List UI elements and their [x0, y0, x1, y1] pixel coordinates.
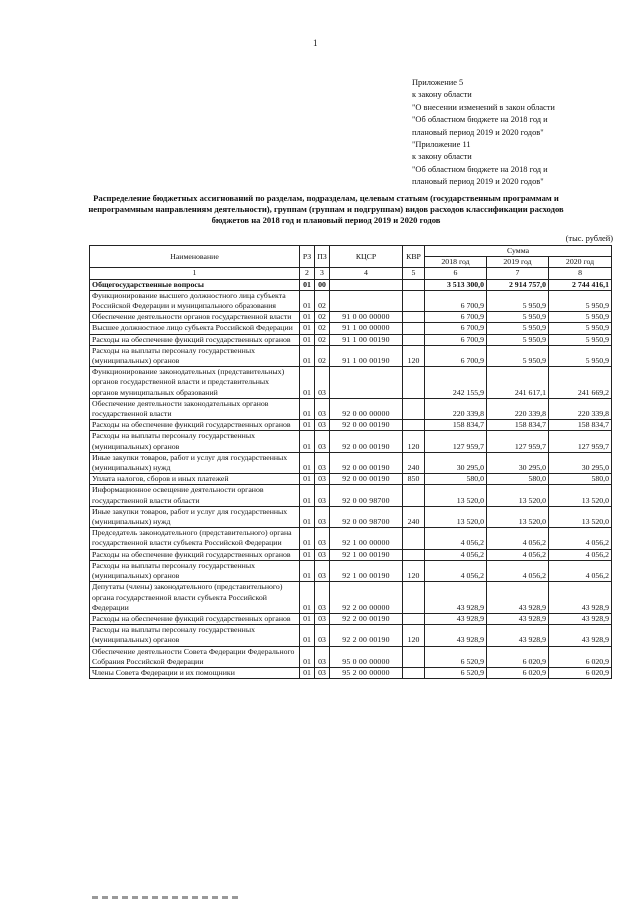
row-pz: 02: [315, 323, 330, 334]
row-kcsr: 95 2 00 00000: [330, 667, 403, 678]
row-kvr: 120: [403, 431, 425, 452]
row-2018: 6 700,9: [425, 334, 487, 345]
row-name: Расходы на выплаты персоналу государственных (муниципальных) органов: [90, 560, 300, 581]
row-2020: 13 520,0: [549, 485, 612, 506]
row-kvr: 850: [403, 474, 425, 485]
row-kcsr: 92 1 00 00190: [330, 549, 403, 560]
annex-line: Приложение 5: [412, 78, 464, 87]
row-name: Расходы на выплаты персоналу государственных (муниципальных) органов: [90, 431, 300, 452]
column-index: 2: [300, 268, 315, 279]
table-row: [90, 667, 612, 678]
row-2019: 4 056,2: [487, 560, 549, 581]
row-kvr: [403, 582, 425, 614]
header-kcsr: КЦСР: [330, 246, 403, 268]
row-pz: 03: [315, 506, 330, 527]
row-2018: 6 700,9: [425, 345, 487, 366]
row-name: Расходы на выплаты персоналу государственных (муниципальных) органов: [90, 625, 300, 646]
header-2019: 2019 год: [487, 257, 549, 268]
row-pz: 02: [315, 290, 330, 311]
annex-line: "О внесении изменений в закон области: [412, 102, 555, 112]
row-2018: 4 056,2: [425, 560, 487, 581]
row-2020: 43 928,9: [549, 613, 612, 624]
column-index-row: [90, 268, 612, 279]
table-row: [90, 613, 612, 624]
row-name: Расходы на обеспечение функций государственных органов: [90, 334, 300, 345]
annex-line: "Приложение 11: [412, 140, 471, 150]
row-pz: 03: [315, 667, 330, 678]
row-2020: 158 834,7: [549, 420, 612, 431]
row-name: Расходы на обеспечение функций государственных органов: [90, 613, 300, 624]
row-rz: 01: [300, 582, 315, 614]
row-rz: 01: [300, 345, 315, 366]
row-2019: 158 834,7: [487, 420, 549, 431]
row-kvr: [403, 367, 425, 399]
row-2019: 4 056,2: [487, 528, 549, 549]
row-kcsr: 92 2 00 00000: [330, 582, 403, 614]
row-2018: 220 339,8: [425, 398, 487, 419]
row-name: Расходы на обеспечение функций государственных органов: [90, 420, 300, 431]
row-kcsr: 92 0 00 00190: [330, 431, 403, 452]
row-2018: 6 700,9: [425, 312, 487, 323]
table-row: [90, 625, 612, 646]
row-2018: 13 520,0: [425, 506, 487, 527]
row-kvr: 120: [403, 625, 425, 646]
row-name: Председатель законодательного (представительного) органа государственной власти субъекта Российской Федерации: [90, 528, 300, 549]
row-pz: 03: [315, 625, 330, 646]
row-kcsr: 92 0 00 00190: [330, 452, 403, 473]
row-2019: 2 914 757,0: [487, 279, 549, 290]
row-pz: 03: [315, 549, 330, 560]
column-index: 7: [487, 268, 549, 279]
row-2019: 127 959,7: [487, 431, 549, 452]
header-name: Наименование: [90, 246, 300, 268]
row-kcsr: 91 1 00 00190: [330, 334, 403, 345]
row-kvr: [403, 667, 425, 678]
row-name: Функционирование высшего должностного лица субъекта Российской Федерации и муниципального образования: [90, 290, 300, 311]
row-kcsr: 92 2 00 00190: [330, 625, 403, 646]
row-kvr: [403, 420, 425, 431]
row-name: Члены Совета Федерации и их помощники: [90, 667, 300, 678]
row-pz: 03: [315, 613, 330, 624]
row-kvr: [403, 485, 425, 506]
annex-line: "Об областном бюджете на 2018 год и: [412, 164, 548, 174]
table-row: [90, 431, 612, 452]
row-pz: 03: [315, 431, 330, 452]
row-2020: 6 020,9: [549, 646, 612, 667]
table-row: [90, 646, 612, 667]
row-rz: 01: [300, 474, 315, 485]
header-pz: ПЗ: [315, 246, 330, 268]
row-rz: 01: [300, 323, 315, 334]
row-kvr: [403, 279, 425, 290]
row-kvr: [403, 528, 425, 549]
table-row: [90, 506, 612, 527]
row-2020: 13 520,0: [549, 506, 612, 527]
row-rz: 01: [300, 279, 315, 290]
table-row: [90, 528, 612, 549]
row-rz: 01: [300, 367, 315, 399]
row-2018: 6 520,9: [425, 646, 487, 667]
row-kcsr: [330, 279, 403, 290]
row-2020: 241 669,2: [549, 367, 612, 399]
row-2020: 5 950,9: [549, 323, 612, 334]
row-pz: 03: [315, 452, 330, 473]
unit-label: (тыс. рублей): [565, 234, 613, 243]
column-index: 3: [315, 268, 330, 279]
row-pz: 03: [315, 582, 330, 614]
row-2019: 6 020,9: [487, 667, 549, 678]
row-2018: 158 834,7: [425, 420, 487, 431]
row-2020: 580,0: [549, 474, 612, 485]
row-pz: 02: [315, 334, 330, 345]
row-2019: 13 520,0: [487, 485, 549, 506]
row-kvr: 120: [403, 345, 425, 366]
annex-line: плановый период 2019 и 2020 годов": [412, 177, 544, 187]
row-rz: 01: [300, 420, 315, 431]
table-row: [90, 452, 612, 473]
row-kcsr: 92 0 00 98700: [330, 506, 403, 527]
table-row: [90, 549, 612, 560]
row-kvr: [403, 323, 425, 334]
row-2019: 5 950,9: [487, 312, 549, 323]
row-pz: 03: [315, 420, 330, 431]
row-kvr: [403, 334, 425, 345]
row-name: Высшее должностное лицо субъекта Российской Федерации: [90, 323, 300, 334]
column-index: 1: [90, 268, 300, 279]
table-row: [90, 334, 612, 345]
row-2019: 43 928,9: [487, 625, 549, 646]
row-kcsr: 92 0 00 00190: [330, 420, 403, 431]
row-pz: 03: [315, 474, 330, 485]
page-number: 1: [313, 38, 318, 48]
row-rz: 01: [300, 560, 315, 581]
row-2020: 220 339,8: [549, 398, 612, 419]
row-2018: 43 928,9: [425, 582, 487, 614]
header-kvr: КВР: [403, 246, 425, 268]
row-name: Обеспечение деятельности Совета Федерации Федерального Собрания Российской Федерации: [90, 646, 300, 667]
row-kvr: [403, 398, 425, 419]
row-2019: 6 020,9: [487, 646, 549, 667]
row-2020: 43 928,9: [549, 625, 612, 646]
row-pz: 02: [315, 345, 330, 366]
row-pz: 03: [315, 560, 330, 581]
row-rz: 01: [300, 398, 315, 419]
column-index: 4: [330, 268, 403, 279]
row-name: Информационное освещение деятельности органов государственной власти области: [90, 485, 300, 506]
header-row: [90, 246, 612, 257]
row-kvr: 240: [403, 452, 425, 473]
table-row: [90, 290, 612, 311]
row-2020: 30 295,0: [549, 452, 612, 473]
row-2019: 43 928,9: [487, 613, 549, 624]
row-2019: 580,0: [487, 474, 549, 485]
row-2018: 580,0: [425, 474, 487, 485]
row-pz: 03: [315, 367, 330, 399]
table-row: [90, 485, 612, 506]
row-2020: 127 959,7: [549, 431, 612, 452]
header-rz: РЗ: [300, 246, 315, 268]
annex-line: плановый период 2019 и 2020 годов": [412, 127, 544, 137]
row-rz: 01: [300, 290, 315, 311]
row-pz: 02: [315, 312, 330, 323]
row-name: Функционирование законодательных (представительных) органов государственной власти и представительных органов муниципальных образований: [90, 367, 300, 399]
row-name: Уплата налогов, сборов и иных платежей: [90, 474, 300, 485]
row-pz: 03: [315, 646, 330, 667]
row-2020: 5 950,9: [549, 312, 612, 323]
row-rz: 01: [300, 646, 315, 667]
row-rz: 01: [300, 549, 315, 560]
row-name: Обеспечение деятельности органов государственной власти: [90, 312, 300, 323]
column-index: 5: [403, 268, 425, 279]
annex-line: к закону области: [412, 152, 472, 162]
row-pz: 03: [315, 398, 330, 419]
table-row: [90, 279, 612, 290]
row-rz: 01: [300, 625, 315, 646]
annex-line: "Об областном бюджете на 2018 год и: [412, 115, 548, 125]
row-2018: 43 928,9: [425, 613, 487, 624]
row-kvr: [403, 290, 425, 311]
row-kcsr: 91 1 00 00000: [330, 323, 403, 334]
row-2020: 2 744 416,1: [549, 279, 612, 290]
header-2018: 2018 год: [425, 257, 487, 268]
row-kvr: 240: [403, 506, 425, 527]
row-2019: 5 950,9: [487, 290, 549, 311]
row-pz: 03: [315, 485, 330, 506]
row-rz: 01: [300, 334, 315, 345]
row-name: Общегосударственные вопросы: [90, 279, 300, 290]
row-name: Расходы на выплаты персоналу государственных (муниципальных) органов: [90, 345, 300, 366]
row-kvr: [403, 549, 425, 560]
table-row: [90, 345, 612, 366]
row-rz: 01: [300, 528, 315, 549]
table-row: [90, 367, 612, 399]
column-index: 8: [549, 268, 612, 279]
row-2020: 4 056,2: [549, 528, 612, 549]
row-pz: 03: [315, 528, 330, 549]
row-kcsr: 92 2 00 00190: [330, 613, 403, 624]
row-rz: 01: [300, 312, 315, 323]
row-2020: 4 056,2: [549, 560, 612, 581]
row-kcsr: 91 0 00 00000: [330, 312, 403, 323]
row-2018: 4 056,2: [425, 528, 487, 549]
row-kvr: [403, 613, 425, 624]
row-2020: 5 950,9: [549, 290, 612, 311]
row-2019: 43 928,9: [487, 582, 549, 614]
row-2020: 5 950,9: [549, 334, 612, 345]
row-2018: 30 295,0: [425, 452, 487, 473]
row-kcsr: 92 0 00 00000: [330, 398, 403, 419]
table-row: [90, 560, 612, 581]
row-kvr: 120: [403, 560, 425, 581]
table-row: [90, 323, 612, 334]
row-kcsr: [330, 367, 403, 399]
row-kvr: [403, 646, 425, 667]
row-kcsr: 92 1 00 00190: [330, 560, 403, 581]
header-2020: 2020 год: [549, 257, 612, 268]
footer-scan-mark: [92, 896, 242, 899]
table-body: [90, 279, 612, 679]
table-row: [90, 420, 612, 431]
row-kcsr: 92 0 00 98700: [330, 485, 403, 506]
row-2019: 241 617,1: [487, 367, 549, 399]
table-row: [90, 582, 612, 614]
row-rz: 01: [300, 431, 315, 452]
row-2018: 6 520,9: [425, 667, 487, 678]
row-pz: 00: [315, 279, 330, 290]
header-sum: Сумма: [425, 246, 612, 257]
row-2018: 3 513 300,0: [425, 279, 487, 290]
column-index: 6: [425, 268, 487, 279]
row-2019: 220 339,8: [487, 398, 549, 419]
row-name: Обеспечение деятельности законодательных органов государственной власти: [90, 398, 300, 419]
row-2020: 6 020,9: [549, 667, 612, 678]
row-rz: 01: [300, 506, 315, 527]
table-row: [90, 398, 612, 419]
row-kcsr: 92 1 00 00000: [330, 528, 403, 549]
row-rz: 01: [300, 452, 315, 473]
row-2019: 13 520,0: [487, 506, 549, 527]
row-2020: 43 928,9: [549, 582, 612, 614]
row-2018: 6 700,9: [425, 290, 487, 311]
row-rz: 01: [300, 667, 315, 678]
row-2019: 5 950,9: [487, 345, 549, 366]
row-name: Иные закупки товаров, работ и услуг для государственных (муниципальных) нужд: [90, 452, 300, 473]
annex-block: [412, 77, 612, 189]
row-2019: 5 950,9: [487, 323, 549, 334]
row-2019: 4 056,2: [487, 549, 549, 560]
row-rz: 01: [300, 485, 315, 506]
row-2018: 6 700,9: [425, 323, 487, 334]
row-name: Иные закупки товаров, работ и услуг для государственных (муниципальных) нужд: [90, 506, 300, 527]
row-2019: 5 950,9: [487, 334, 549, 345]
row-2018: 242 155,9: [425, 367, 487, 399]
annex-line: к закону области: [412, 90, 472, 100]
row-2018: 127 959,7: [425, 431, 487, 452]
row-kcsr: [330, 290, 403, 311]
row-name: Депутаты (члены) законодательного (представительного) органа государственной власти субъекта Российской Федерации: [90, 582, 300, 614]
row-name: Расходы на обеспечение функций государственных органов: [90, 549, 300, 560]
row-kcsr: 91 1 00 00190: [330, 345, 403, 366]
row-rz: 01: [300, 613, 315, 624]
row-2019: 30 295,0: [487, 452, 549, 473]
table-row: [90, 312, 612, 323]
table-row: [90, 474, 612, 485]
row-2020: 5 950,9: [549, 345, 612, 366]
row-kcsr: 92 0 00 00190: [330, 474, 403, 485]
row-kvr: [403, 312, 425, 323]
row-2018: 43 928,9: [425, 625, 487, 646]
row-2018: 4 056,2: [425, 549, 487, 560]
budget-table: [89, 245, 612, 679]
row-kcsr: 95 0 00 00000: [330, 646, 403, 667]
row-2018: 13 520,0: [425, 485, 487, 506]
document-title: Распределение бюджетных ассигнований по разделам, подразделам, целевым статьям (государственным программам и непрограммным направлениям деятельности), группам (группам и подгруппам) видов расходов классификации расходов бюджетов на 2018 год и плановый период 2019 и 2020 годов: [88, 193, 564, 226]
row-2020: 4 056,2: [549, 549, 612, 560]
